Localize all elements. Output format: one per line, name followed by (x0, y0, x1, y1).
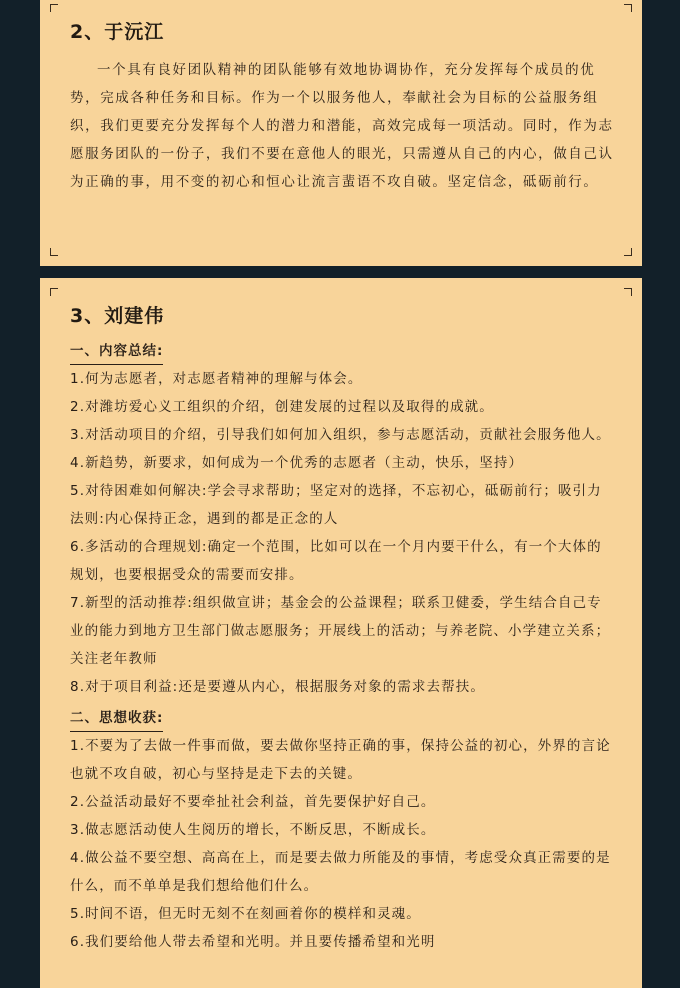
list-item: 4.新趋势，新要求，如何成为一个优秀的志愿者（主动，快乐，坚持） (70, 455, 524, 471)
gains-heading: 二、思想收获: (70, 705, 163, 732)
corner-mark (50, 248, 58, 256)
list-item: 4.做公益不要空想、高高在上，而是要去做力所能及的事情，考虑受众真正需要的是什么，而不单单是我们想给他们什么。 (70, 850, 611, 894)
list-item: 2.公益活动最好不要牵扯社会利益，首先要保护好自己。 (70, 794, 436, 810)
corner-mark (50, 4, 58, 12)
corner-mark (624, 4, 632, 12)
list-item: 5.时间不语，但无时无刻不在刻画着你的模样和灵魂。 (70, 906, 421, 922)
list-item: 5.对待困难如何解决:学会寻求帮助；坚定对的选择，不忘初心，砥砺前行；吸引力法则:内心保持正念，遇到的都是正念的人 (70, 483, 602, 527)
list-item: 1.何为志愿者，对志愿者精神的理解与体会。 (70, 371, 363, 387)
list-item: 3.做志愿活动使人生阅历的增长，不断反思，不断成长。 (70, 822, 436, 838)
list-item: 1.不要为了去做一件事而做，要去做你坚持正确的事，保持公益的初心，外界的言论也就不攻自破，初心与坚持是走下去的关键。 (70, 738, 611, 782)
corner-mark (624, 288, 632, 296)
list-item: 2.对潍坊爱心义工组织的介绍，创建发展的过程以及取得的成就。 (70, 399, 494, 415)
list-item: 8.对于项目利益:还是要遵从内心，根据服务对象的需求去帮扶。 (70, 679, 485, 695)
section-title: 2、于沅江 (70, 21, 165, 43)
reflection-card-yu (40, 0, 642, 266)
list-item: 6.我们要给他人带去希望和光明。并且要传播希望和光明 (70, 934, 436, 950)
reflection-card-liu (40, 278, 642, 988)
summary-heading: 一、内容总结: (70, 338, 163, 365)
reflection-paragraph: 一个具有良好团队精神的团队能够有效地协调协作，充分发挥每个成员的优势，完成各种任务和目标。作为一个以服务他人，奉献社会为目标的公益服务组织，我们更要充分发挥每个人的潜力和潜能，高效完成每一项活动。同时，作为志愿服务团队的一份子，我们不要在意他人的眼光，只需遵从自己的内心，做自己认为正确的事，用不变的初心和恒心让流言蜚语不攻自破。坚定信念，砥砺前行。 (70, 62, 614, 190)
list-item: 7.新型的活动推荐:组织做宣讲；基金会的公益课程；联系卫健委，学生结合自己专业的能力到地方卫生部门做志愿服务；开展线上的活动；与养老院、小学建立关系；关注老年教师 (70, 595, 611, 667)
corner-mark (50, 288, 58, 296)
section-title: 3、刘建伟 (70, 305, 165, 327)
list-item: 6.多活动的合理规划:确定一个范围，比如可以在一个月内要干什么，有一个大体的规划，也要根据受众的需要而安排。 (70, 539, 602, 583)
corner-mark (624, 248, 632, 256)
summary-list (70, 365, 614, 701)
list-item: 3.对活动项目的介绍，引导我们如何加入组织，参与志愿活动，贡献社会服务他人。 (70, 427, 611, 443)
gains-list (70, 732, 614, 956)
